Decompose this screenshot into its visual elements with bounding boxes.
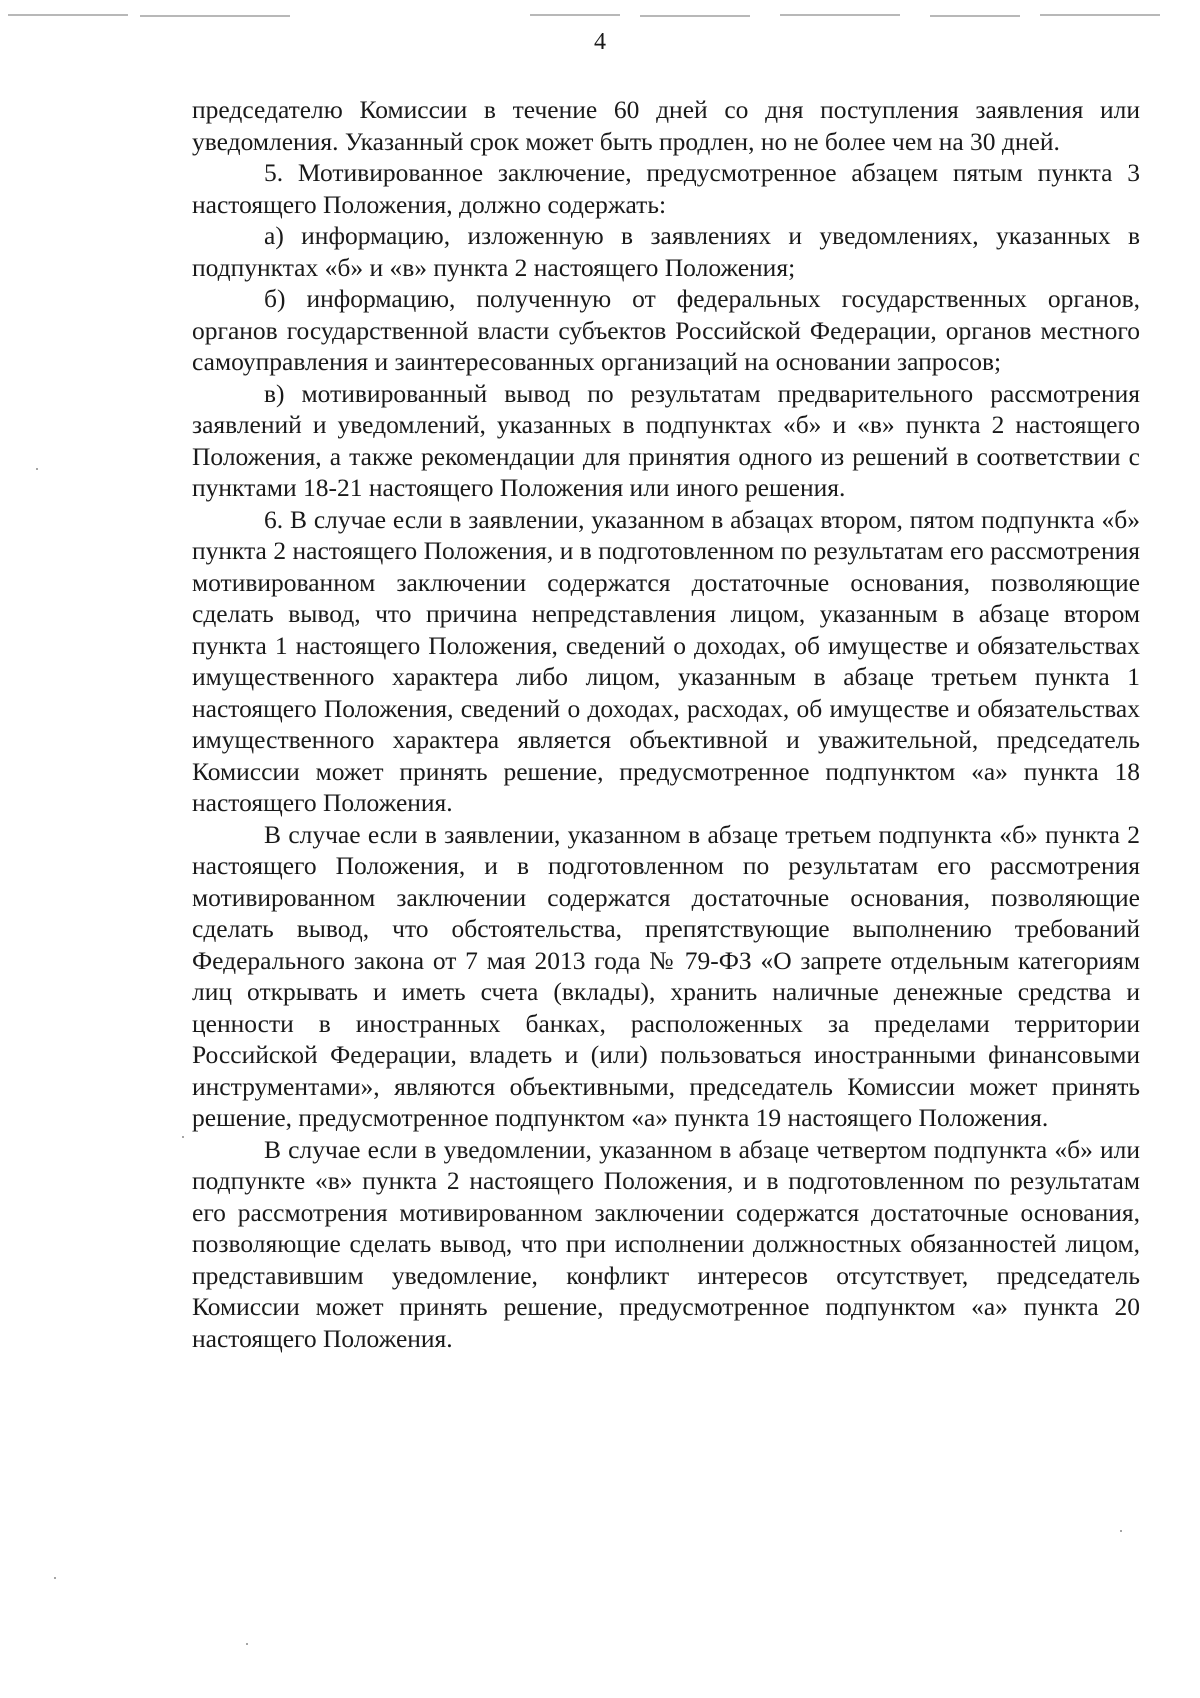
paragraph-clause-6: 6. В случае если в заявлении, указанном в абзацах втором, пятом подпункта «б» пункта 2 настоящего Положения, и в подготовленном по результатам его рассмотрения мотивированном заключении содержатся достаточные основания, позволяющие сделать вывод, что причина непредставления лицом, указанным в абзаце втором пункта 1 настоящего Положения, сведений о доходах, об имуществе и обязательствах имущественного характера либо лицом, указанным в абзаце третьем пункта 1 настоящего Положения, сведений о доходах, расходах, об имуществе и обязательствах имущественного характера является объективной и уважительной, председатель Комиссии может принять решение, предусмотренное подпунктом «а» пункта 18 настоящего Положения. [192,504,1140,817]
scan-header-noise [0,0,1200,30]
paragraph-continuation: председателю Комиссии в течение 60 дней со дня поступления заявления или уведомления. Указанный срок может быть продлен, но не более чем на 30 дней. [192,95,1140,156]
page-number: 4 [594,29,606,55]
scan-speck [1120,1530,1122,1532]
paragraph-clause-5a: а) информацию, изложенную в заявлениях и уведомлениях, указанных в подпунктах «б» и «в» пункта 2 настоящего Положения; [192,221,1140,282]
paragraph-clause-5v: в) мотивированный вывод по результатам предварительного рассмотрения заявлений и уведомлений, указанных в подпунктах «б» и «в» пункта 2 настоящего Положения, а также рекомендации для принятия одного из решений в соответствии с пунктами 18-21 настоящего Положения или иного решения. [192,378,1140,502]
paragraph-clause-6-third: В случае если в уведомлении, указанном в абзаце четвертом подпункта «б» или подпункте «в» пункта 2 настоящего Положения, и в подготовленном по результатам его рассмотрения мотивированном заключении содержатся достаточные основания, позволяющие сделать вывод, что при исполнении должностных обязанностей лицом, представившим уведомление, конфликт интересов отсутствует, председатель Комиссии может принять решение, предусмотренное подпунктом «а» пункта 20 настоящего Положения. [192,1134,1140,1353]
scan-speck [36,468,38,470]
scan-speck [182,1136,184,1138]
paragraph-clause-5b: б) информацию, полученную от федеральных государственных органов, органов государственной власти субъектов Российской Федерации, органов местного самоуправления и заинтересованных организаций на основании запросов; [192,284,1140,376]
scan-speck [246,1643,248,1645]
scan-speck [54,1577,56,1579]
document-body [192,94,1140,1354]
paragraph-clause-5: 5. Мотивированное заключение, предусмотренное абзацем пятым пункта 3 настоящего Положения, должно содержать: [192,158,1140,219]
paragraph-clause-6-second: В случае если в заявлении, указанном в абзаце третьем подпункта «б» пункта 2 настоящего Положения, и в подготовленном по результатам его рассмотрения мотивированном заключении содержатся достаточные основания, позволяющие сделать вывод, что обстоятельства, препятствующие выполнению требований Федерального закона от 7 мая 2013 года № 79-ФЗ «О запрете отдельным категориям лиц открывать и иметь счета (вклады), хранить наличные денежные средства и ценности в иностранных банках, расположенных за пределами территории Российской Федерации, владеть и (или) пользоваться иностранными финансовыми инструментами», являются объективными, председатель Комиссии может принять решение, предусмотренное подпунктом «а» пункта 19 настоящего Положения. [192,819,1140,1132]
